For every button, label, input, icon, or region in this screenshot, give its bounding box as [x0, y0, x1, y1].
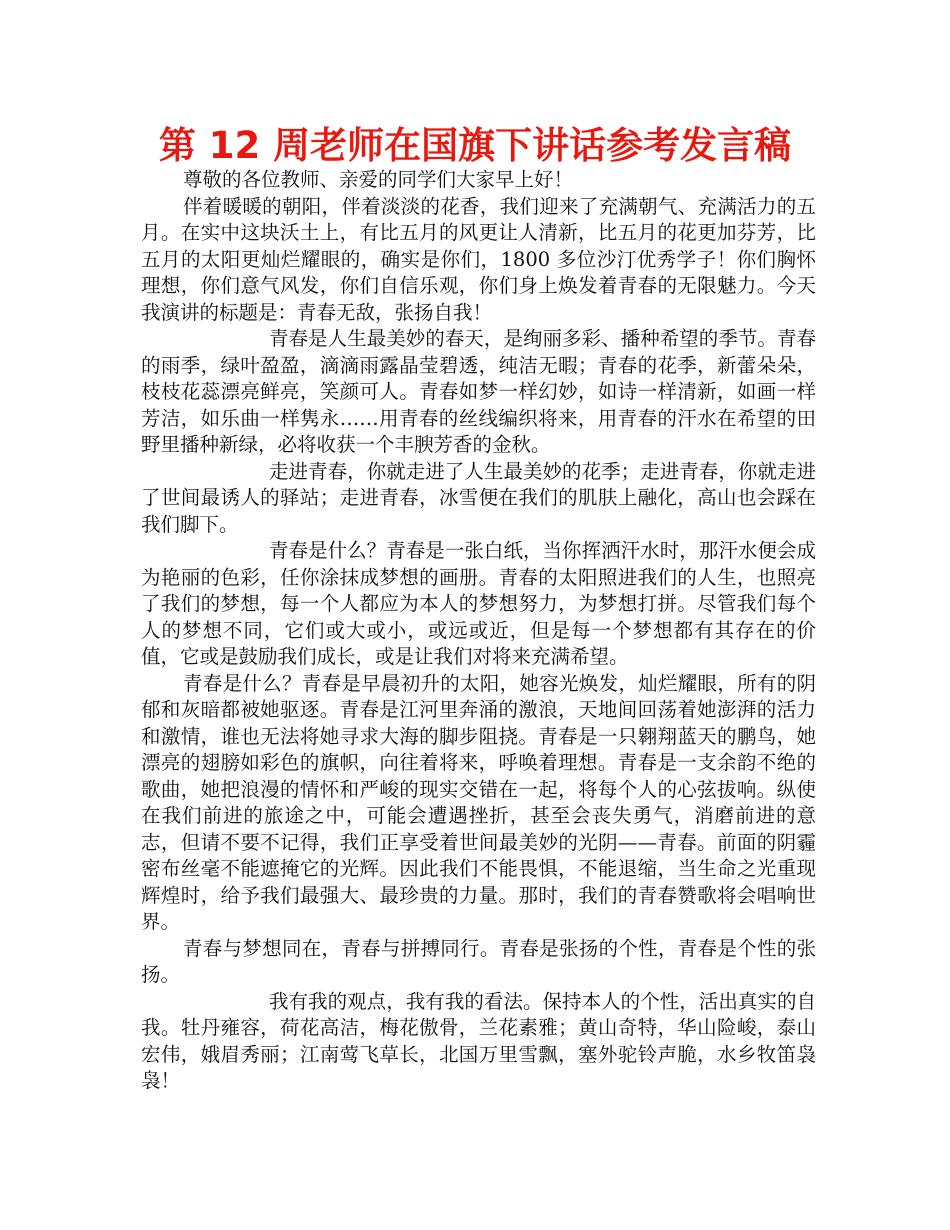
- paragraph-youth-personality: 青春与梦想同在，青春与拼搏同行。青春是张扬的个性，青春是个性的张扬。: [141, 936, 816, 986]
- paragraph-enter-youth: 走进青春，你就走进了人生最美妙的花季；走进青春，你就走进了世间最诱人的驿站；走进青春，冰雪便在我们的肌肤上融化，高山也会踩在我们脚下。: [141, 459, 816, 536]
- paragraph-youth-dream: 青春是什么？青春是一张白纸，当你挥洒汗水时，那汗水便会成为艳丽的色彩，任你涂抹成梦想的画册。青春的太阳照进我们的人生，也照亮了我们的梦想，每一个人都应为本人的梦想努力，为梦想打拼。尽管我们每个人的梦想不同，它们或大或小，或远或近，但是每一个梦想都有其存在的价值，它或是鼓励我们成长，或是让我们对将来充满希望。: [141, 539, 816, 668]
- paragraph-may-intro: 伴着暖暖的朝阳，伴着淡淡的花香，我们迎来了充满朝气、充满活力的五月。在实中这块沃土上，有比五月的风更让人清新，比五月的花更加芬芳，比五月的太阳更灿烂耀眼的，确实是你们，1800 多位沙汀优秀学子！你们胸怀理想，你们意气风发，你们自信乐观，你们身上焕发着青春的无限魅力。今天我演讲的标题是：青春无敌，张扬自我！: [141, 194, 816, 324]
- page-title: 第 12 周老师在国旗下讲话参考发言稿: [158, 124, 792, 167]
- paragraph-greeting: 尊敬的各位教师、亲爱的同学们大家早上好！: [183, 168, 574, 191]
- speech-body: [141, 167, 816, 1095]
- paragraph-youth-spring: 青春是人生最美妙的春天，是绚丽多彩、播种希望的季节。青春的雨季，绿叶盈盈，滴滴雨露晶莹碧透，纯洁无暇；青春的花季，新蕾朵朵，枝枝花蕊漂亮鲜亮，笑颜可人。青春如梦一样幻妙，如诗一样清新，如画一样芳洁，如乐曲一样隽永……用青春的丝线编织将来，用青春的汗水在希望的田野里播种新绿，必将收获一个丰腴芳香的金秋。: [141, 327, 816, 456]
- paragraph-true-self: 我有我的观点，我有我的看法。保持本人的个性，活出真实的自我。牡丹雍容，荷花高洁，梅花傲骨，兰花素雅；黄山奇特，华山险峻，泰山宏伟，娥眉秀丽；江南莺飞草长，北国万里雪飘，塞外驼铃声脆，水乡牧笛袅袅！: [141, 989, 816, 1092]
- paragraph-youth-sun: 青春是什么？青春是早晨初升的太阳，她容光焕发，灿烂耀眼，所有的阴郁和灰暗都被她驱逐。青春是江河里奔涌的激浪，天地间回荡着她澎湃的活力和激情，谁也无法将她寻求大海的脚步阻挠。青春是一只翱翔蓝天的鹏鸟，她漂亮的翅膀如彩色的旗帜，向往着将来，呼唤着理想。青春是一支余韵不绝的歌曲，她把浪漫的情怀和严峻的现实交错在一起，将每个人的心弦拔响。纵使在我们前进的旅途之中，可能会遭遇挫折，甚至会丧失勇气，消磨前进的意志，但请不要不记得，我们正享受着世间最美妙的光阴——青春。前面的阴霾密布丝毫不能遮掩它的光辉。因此我们不能畏惧，不能退缩，当生命之光重现辉煌时，给予我们最强大、最珍贵的力量。那时，我们的青春赞歌将会唱响世界。: [141, 671, 816, 933]
